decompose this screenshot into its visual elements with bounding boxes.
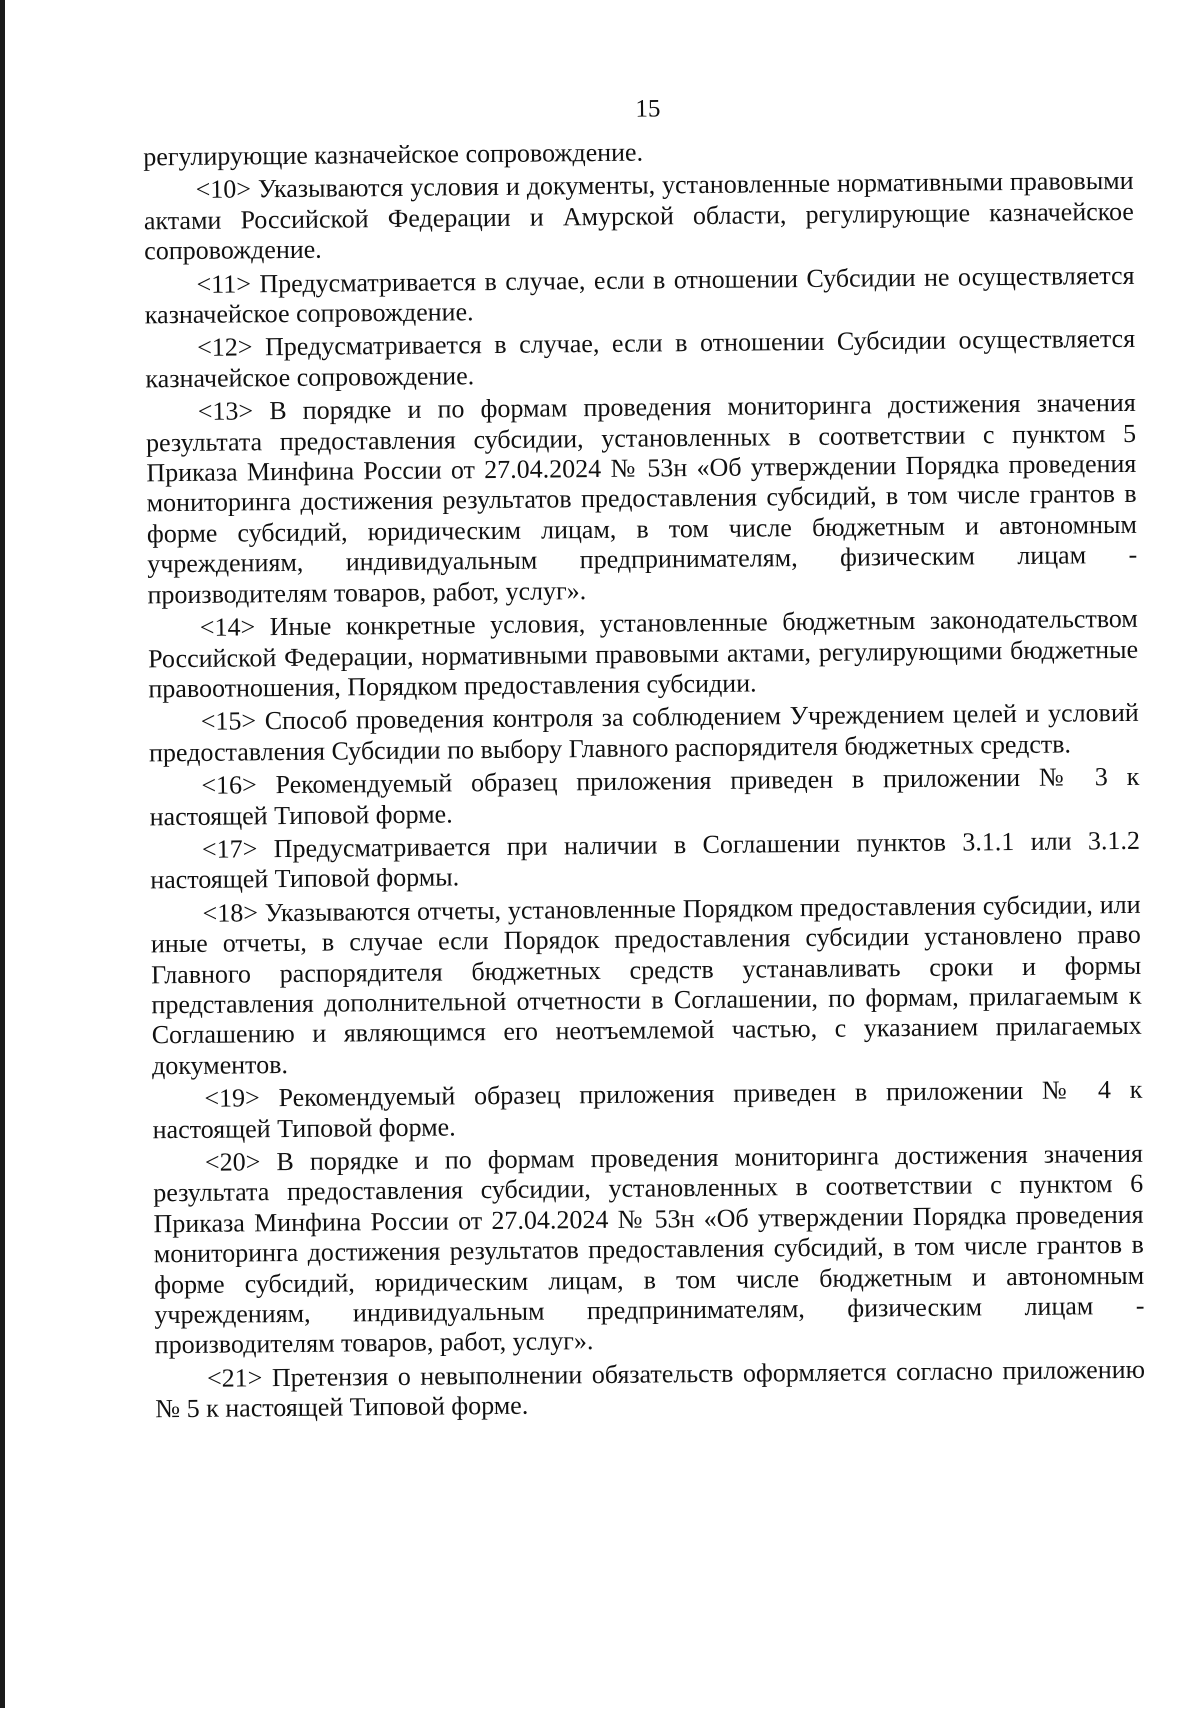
footnote-10: <10> Указываются условия и документы, установленные нормативными правовыми актами Российской Федерации и Амурской области, регулирующие казначейское сопровождение.	[143, 166, 1135, 266]
footnote-21: <21> Претензия о невыполнении обязательств оформляется согласно приложению № 5 к настоящей Типовой форме.	[155, 1354, 1146, 1424]
footnote-19: <19> Рекомендуемый образец приложения приведен в приложении № 4 к настоящей Типовой форме.	[152, 1074, 1143, 1144]
footnote-12: <12> Предусматривается в случае, если в отношении Субсидии осуществляется казначейское сопровождение.	[145, 324, 1136, 394]
footnote-14: <14> Иные конкретные условия, установленные бюджетным законодательством Российской Федерации, нормативными правовыми актами, регулирующими бюджетные правоотношения, Порядком предоставления субсидии.	[148, 603, 1139, 704]
footnote-16: <16> Рекомендуемый образец приложения приведен в приложении № 3 к настоящей Типовой форме.	[149, 761, 1140, 831]
footnote-17: <17> Предусматривается при наличии в Соглашении пунктов 3.1.1 или 3.1.2 настоящей Типовой формы.	[150, 825, 1141, 895]
footnotes-body	[143, 133, 1145, 1428]
page-number: 15	[635, 95, 661, 123]
footnote-18: <18> Указываются отчеты, установленные Порядком предоставления субсидии, или иные отчеты, в случае если Порядок предоставления субсидии установлено право Главного распорядителя бюджетных средств устанавливать сроки и формы представления дополнительной отчетности в Соглашении, по формам, прилагаемым к Соглашению и являющимся его неотъемлемой частью, с указанием прилагаемых документов.	[150, 889, 1142, 1081]
footnote-11: <11> Предусматривается в случае, если в отношении Субсидии не осуществляется казначейское сопровождение.	[144, 260, 1135, 330]
footnote-continuation: регулирующие казначейское сопровождение.	[143, 137, 644, 172]
footnote-20: <20> В порядке и по формам проведения мониторинга достижения значения результата предоставления субсидии, установленных в соответствии с пунктом 6 Приказа Минфина России от 27.04.2024 № 53н «Об утверждении Порядка проведения мониторинга достижения результатов предоставления субсидий, в том числе грантов в форме субсидий, юридическим лицам, в том числе бюджетным и автономным учреждениям, индивидуальным предпринимателям, физическим лицам - производителям товаров, работ, услуг».	[153, 1138, 1145, 1360]
footnote-13: <13> В порядке и по формам проведения мониторинга достижения значения результата предоставления субсидии, установленных в соответствии с пунктом 5 Приказа Минфина России от 27.04.2024 № 53н «Об утверждении Порядка проведения мониторинга достижения результатов предоставления субсидий, в том числе грантов в форме субсидий, юридическим лицам, в том числе бюджетным и автономным учреждениям, индивидуальным предпринимателям, физическим лицам - производителям товаров, работ, услуг».	[145, 388, 1138, 610]
footnote-15: <15> Способ проведения контроля за соблюдением Учреждением целей и условий предоставления Субсидии по выбору Главного распорядителя бюджетных средств.	[148, 698, 1139, 768]
